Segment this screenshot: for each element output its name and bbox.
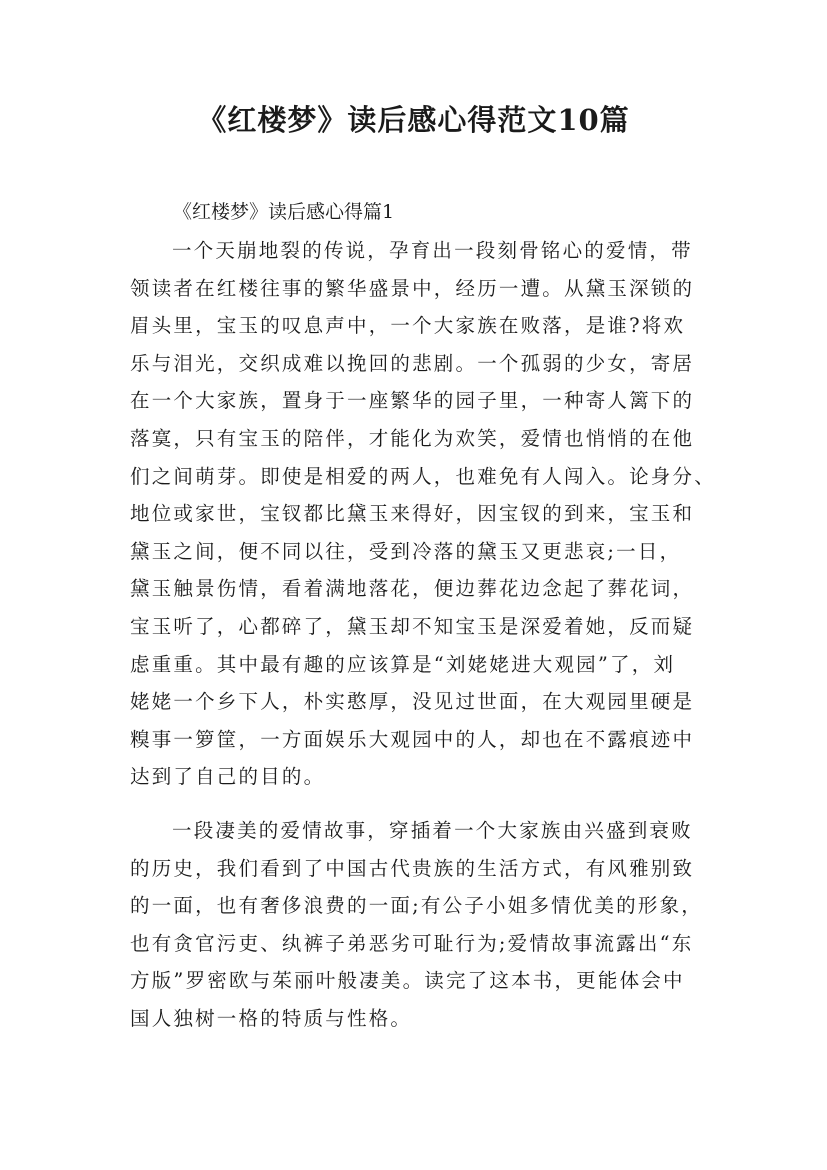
paragraph-line: 也有贪官污吏、纨裤子弟恶劣可耻行为;爱情故事流露出“东 — [130, 931, 694, 955]
paragraph-line: 领读者在红楼往事的繁华盛景中，经历一遭。从黛玉深锁的 — [130, 276, 695, 300]
paragraph-line: 宝玉听了，心都碎了，黛玉却不知宝玉是深爱着她，反而疑 — [130, 614, 695, 638]
paragraph-line: 的一面，也有奢侈浪费的一面;有公子小姐多情优美的形象， — [130, 894, 703, 918]
document-title: 《红楼梦》读后感心得范文10篇 — [197, 103, 630, 137]
paragraph-line: 方版”罗密欧与茱丽叶般凄美。读完了这本书，更能体会中 — [130, 969, 685, 993]
paragraph-line: 达到了自己的目的。 — [130, 765, 326, 789]
paragraph-line: 一个天崩地裂的传说，孕育出一段刻骨铭心的爱情，带 — [172, 239, 693, 262]
paragraph-line: 虑重重。其中最有趣的应该算是“刘姥姥进大观园”了，刘 — [130, 652, 676, 676]
paragraph-line: 国人独树一格的特质与性格。 — [130, 1006, 413, 1030]
paragraph-line: 们之间萌芽。即使是相爱的两人，也难免有人闯入。论身分、 — [130, 464, 716, 488]
paragraph-line: 地位或家世，宝钗都比黛玉来得好，因宝钗的到来，宝玉和 — [130, 502, 695, 526]
paragraph-line: 黛玉触景伤情，看着满地落花，便边葬花边念起了葬花词， — [130, 577, 695, 601]
paragraph-line: 的历史，我们看到了中国古代贵族的生活方式，有风雅别致 — [130, 856, 695, 880]
section-heading: 《红楼梦》读后感心得篇1 — [173, 201, 395, 223]
paragraph-line: 在一个大家族，置身于一座繁华的园子里，一种寄人篱下的 — [130, 389, 695, 413]
paragraph-line: 姥姥一个乡下人，朴实憨厚，没见过世面，在大观园里硬是 — [130, 690, 695, 714]
paragraph-line: 黛玉之间，便不同以往，受到冷落的黛玉又更悲哀;一日， — [130, 539, 682, 563]
paragraph-1 — [130, 232, 716, 796]
paragraph-line: 落寞，只有宝玉的陪伴，才能化为欢笑，爱情也悄悄的在他 — [130, 426, 695, 450]
paragraph-line: 乐与泪光，交织成难以挽回的悲剧。一个孤弱的少女，寄居 — [130, 351, 695, 375]
paragraph-line: 一段凄美的爱情故事，穿插着一个大家族由兴盛到衰败 — [172, 819, 693, 842]
paragraph-line: 眉头里，宝玉的叹息声中，一个大家族在败落，是谁?将欢 — [130, 314, 686, 338]
paragraph-line: 糗事一箩筐，一方面娱乐大观园中的人，却也在不露痕迹中 — [130, 727, 695, 751]
paragraph-2 — [130, 812, 708, 1038]
